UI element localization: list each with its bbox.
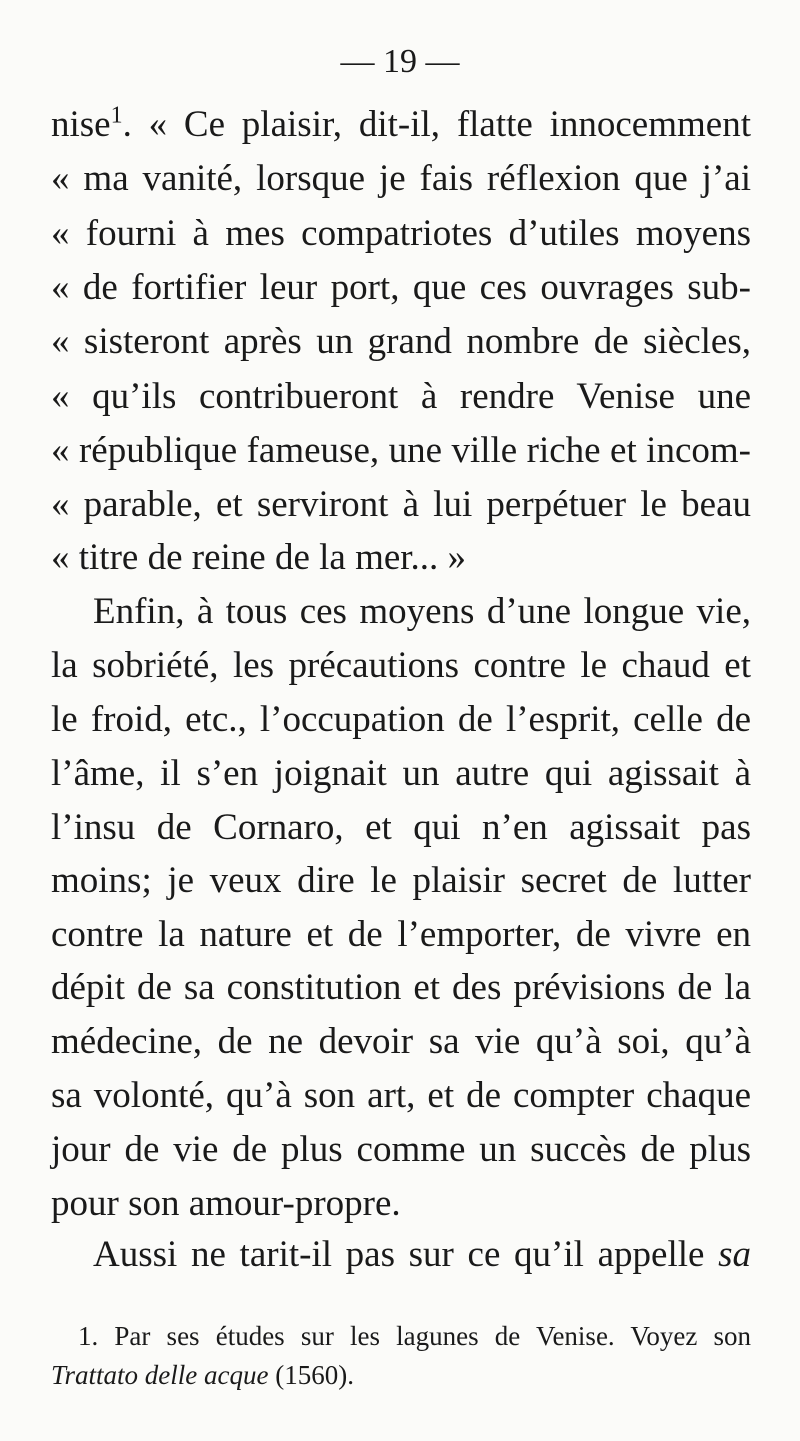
paragraph-2-line-1: Enfin, à tous ces moyens d’une longue vie, [93, 591, 751, 632]
line-1-rest: . « Ce plaisir, dit-il, flatte innocemment [122, 104, 751, 145]
text-line-13: l’âme, il s’en joignait un autre qui agissait à [51, 753, 751, 794]
text-line-17: dépit de sa constitution et des prévisions de la [51, 967, 751, 1008]
text-line-15: moins; je veux dire le plaisir secret de lutter [51, 860, 751, 901]
text-line-1 [51, 103, 751, 147]
text-line-4: « de fortifier leur port, que ces ouvrages sub- [51, 267, 751, 308]
text-line-11: la sobriété, les précautions contre le chaud et [51, 645, 751, 686]
text-line-8: « parable, et serviront à lui perpétuer le beau [51, 484, 751, 525]
footnote-line-1: 1. Par ses études sur les lagunes de Venise. Voyez son [78, 1321, 751, 1351]
text-line-7: « république fameuse, une ville riche et incom- [51, 430, 751, 471]
text-line-6: « qu’ils contribueront à rendre Venise une [51, 376, 751, 417]
line-22-italic: sa [718, 1234, 752, 1275]
text-line-21: pour son amour-propre. [51, 1183, 401, 1224]
line-22-text: Aussi ne tarit-il pas sur ce qu’il appelle [93, 1234, 705, 1275]
footnote-title: Trattato delle acque [51, 1360, 269, 1390]
text-line-9: « titre de reine de la mer... » [51, 537, 467, 578]
text-line-20: jour de vie de plus comme un succès de plus [51, 1129, 751, 1170]
paragraph-3-line-1 [93, 1233, 751, 1277]
text-line-12: le froid, etc., l’occupation de l’esprit, celle de [51, 699, 751, 740]
footnote-year: (1560). [268, 1360, 354, 1390]
footnote-line-2 [51, 1357, 751, 1393]
text-line-19: sa volonté, qu’à son art, et de compter chaque [51, 1075, 751, 1116]
page-number: — 19 — [340, 43, 460, 80]
line-1-start: nise [51, 104, 111, 145]
text-line-16: contre la nature et de l’emporter, de vivre en [51, 914, 751, 955]
text-line-2: « ma vanité, lorsque je fais réflexion que j’ai [51, 158, 751, 199]
footnote-reference: 1 [110, 102, 123, 129]
text-line-14: l’insu de Cornaro, et qui n’en agissait pas [51, 807, 751, 848]
text-line-18: médecine, de ne devoir sa vie qu’à soi, qu’à [51, 1021, 751, 1062]
text-line-3: « fourni à mes compatriotes d’utiles moyens [51, 213, 751, 254]
text-line-5: « sisteront après un grand nombre de siècles, [51, 321, 751, 362]
